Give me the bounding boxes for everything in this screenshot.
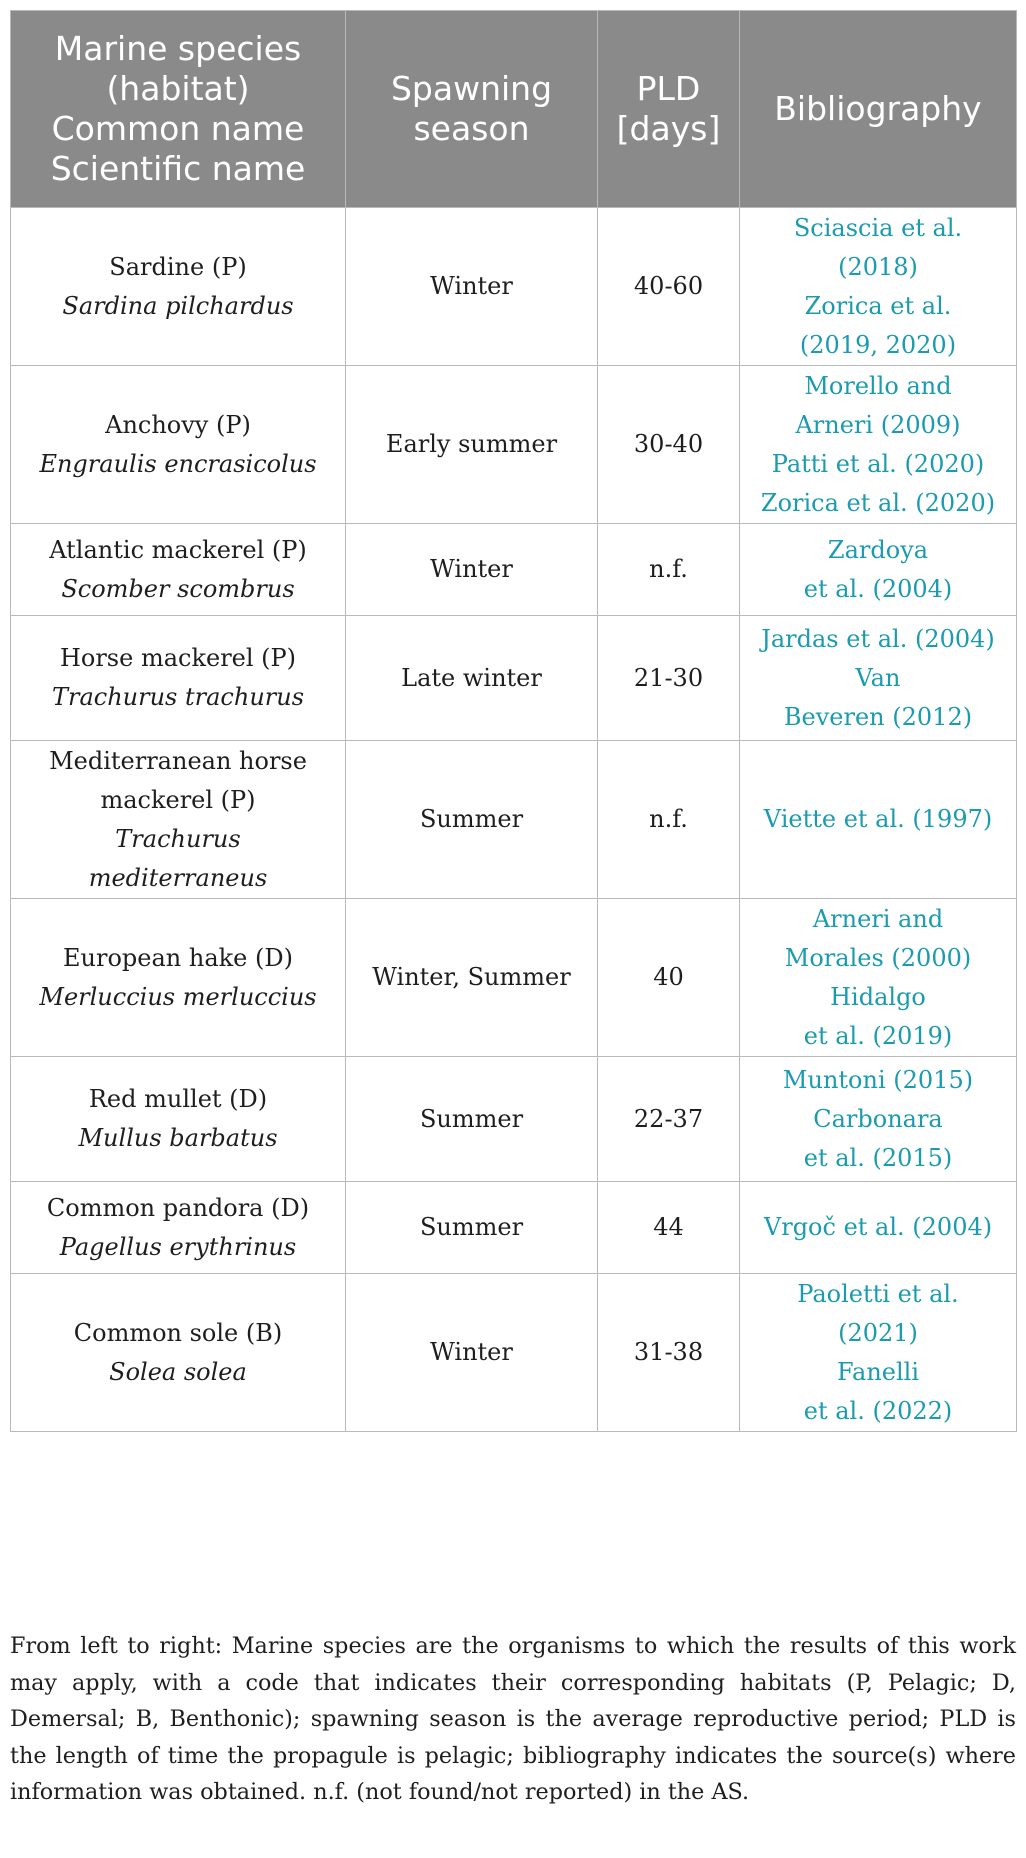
bibliography-link[interactable]: (2021) — [838, 1318, 918, 1347]
cell-bibliography — [740, 366, 1017, 524]
cell-spawning-season: Summer — [346, 1057, 598, 1182]
cell-bibliography — [740, 1274, 1017, 1432]
bibliography-link[interactable]: Carbonara — [813, 1104, 943, 1133]
cell-pld: 30-40 — [598, 366, 740, 524]
table-footnote: From left to right: Marine species are the organisms to which the results of this work may apply, with a code that indicates their corresponding habitats (P, Pelagic; D, Demersal; B, Benthonic); spawning season is the average reproductive period; PLD is the length of time the propagule is pelagic; bibliography indicates the source(s) where information was obtained. n.f. (not found/not reported) in the AS. — [10, 1633, 1016, 1805]
scientific-name: Solea solea — [109, 1357, 247, 1386]
cell-bibliography — [740, 1182, 1017, 1274]
bibliography-link[interactable]: Zorica et al. (2020) — [760, 488, 996, 517]
cell-spawning-season: Winter — [346, 1274, 598, 1432]
cell-bibliography — [740, 741, 1017, 899]
cell-species — [11, 366, 346, 524]
common-name: Mediterranean horse mackerel (P) — [49, 746, 307, 814]
bibliography-link[interactable]: Zorica et al. — [804, 291, 952, 320]
common-name: Horse mackerel (P) — [59, 644, 297, 672]
cell-bibliography — [740, 524, 1017, 616]
bibliography-link[interactable]: (2019, 2020) — [799, 330, 957, 359]
common-name: European hake (D) — [63, 943, 293, 972]
bibliography-link[interactable]: Patti et al. (2020) — [771, 449, 985, 478]
bibliography-link[interactable]: Morello and — [804, 371, 952, 400]
bibliography-link[interactable]: Viette et al. (1997) — [763, 805, 993, 833]
cell-species — [11, 899, 346, 1057]
cell-pld: n.f. — [598, 741, 740, 899]
bibliography-link[interactable]: et al. (2004) — [803, 574, 953, 603]
cell-pld: 22-37 — [598, 1057, 740, 1182]
table-row — [11, 1057, 1017, 1182]
cell-spawning-season: Early summer — [346, 366, 598, 524]
table-row — [11, 616, 1017, 741]
cell-spawning-season: Winter, Summer — [346, 899, 598, 1057]
table-row — [11, 366, 1017, 524]
cell-bibliography — [740, 1057, 1017, 1182]
scientific-name: Trachurus — [115, 824, 241, 853]
cell-species — [11, 741, 346, 899]
cell-pld: n.f. — [598, 524, 740, 616]
bibliography-link[interactable]: Arneri (2009) — [795, 410, 961, 439]
scientific-name: Sardina pilchardus — [62, 291, 294, 320]
bibliography-link[interactable]: Fanelli — [836, 1357, 920, 1386]
bibliography-link[interactable]: Jardas et al. (2004) — [761, 624, 995, 653]
scientific-name: Pagellus erythrinus — [59, 1232, 297, 1261]
cell-species — [11, 1057, 346, 1182]
species-table — [10, 10, 1017, 1432]
table-row — [11, 1182, 1017, 1274]
bibliography-link[interactable]: Beveren (2012) — [783, 702, 973, 731]
common-name: Atlantic mackerel (P) — [49, 535, 307, 564]
scientific-name: Engraulis encrasicolus — [39, 449, 317, 478]
cell-species — [11, 524, 346, 616]
bibliography-link[interactable]: et al. (2022) — [803, 1396, 953, 1425]
cell-species — [11, 1182, 346, 1274]
scientific-name: Mullus barbatus — [78, 1124, 278, 1152]
common-name: Sardine (P) — [109, 252, 247, 281]
table-row — [11, 741, 1017, 899]
cell-pld: 21-30 — [598, 616, 740, 741]
header-spawning-season: Spawning season — [346, 11, 598, 208]
bibliography-link[interactable]: Morales (2000) — [784, 943, 972, 972]
scientific-name: Trachurus trachurus — [51, 683, 305, 711]
bibliography-link[interactable]: Van — [855, 663, 901, 692]
table-row — [11, 899, 1017, 1057]
scientific-name: Scomber scombrus — [61, 574, 295, 603]
species-table-container — [10, 10, 1016, 1432]
table-row — [11, 1274, 1017, 1432]
cell-spawning-season: Winter — [346, 208, 598, 366]
cell-spawning-season: Winter — [346, 524, 598, 616]
cell-bibliography — [740, 899, 1017, 1057]
common-name: Common pandora (D) — [46, 1193, 310, 1222]
bibliography-link[interactable]: Hidalgo — [830, 982, 926, 1011]
bibliography-link[interactable]: (2018) — [838, 252, 918, 281]
bibliography-link[interactable]: et al. (2019) — [803, 1021, 953, 1050]
header-species: Marine species (habitat) Common name Scientific name — [11, 11, 346, 208]
scientific-name: Merluccius merluccius — [39, 982, 317, 1011]
cell-bibliography — [740, 616, 1017, 741]
cell-pld: 31-38 — [598, 1274, 740, 1432]
cell-spawning-season: Summer — [346, 741, 598, 899]
bibliography-link[interactable]: et al. (2015) — [803, 1143, 953, 1172]
cell-species — [11, 1274, 346, 1432]
cell-spawning-season: Late winter — [346, 616, 598, 741]
bibliography-link[interactable]: Arneri and — [812, 904, 944, 933]
bibliography-link[interactable]: Paoletti et al. — [797, 1279, 959, 1308]
cell-bibliography — [740, 208, 1017, 366]
header-bibliography: Bibliography — [740, 11, 1017, 208]
common-name: Red mullet (D) — [88, 1085, 268, 1113]
table-row — [11, 524, 1017, 616]
table-header-row — [11, 11, 1017, 208]
bibliography-link[interactable]: Muntoni (2015) — [782, 1065, 974, 1094]
table-body — [11, 208, 1017, 1432]
cell-species — [11, 208, 346, 366]
header-pld: PLD [days] — [598, 11, 740, 208]
cell-pld: 40-60 — [598, 208, 740, 366]
scientific-name: mediterraneus — [88, 863, 268, 892]
table-row — [11, 208, 1017, 366]
cell-pld: 40 — [598, 899, 740, 1057]
bibliography-link[interactable]: Vrgoč et al. (2004) — [763, 1213, 993, 1241]
common-name: Anchovy (P) — [105, 410, 251, 439]
common-name: Common sole (B) — [73, 1318, 283, 1347]
cell-spawning-season: Summer — [346, 1182, 598, 1274]
cell-species — [11, 616, 346, 741]
bibliography-link[interactable]: Zardoya — [827, 535, 929, 564]
cell-pld: 44 — [598, 1182, 740, 1274]
bibliography-link[interactable]: Sciascia et al. — [793, 213, 963, 242]
